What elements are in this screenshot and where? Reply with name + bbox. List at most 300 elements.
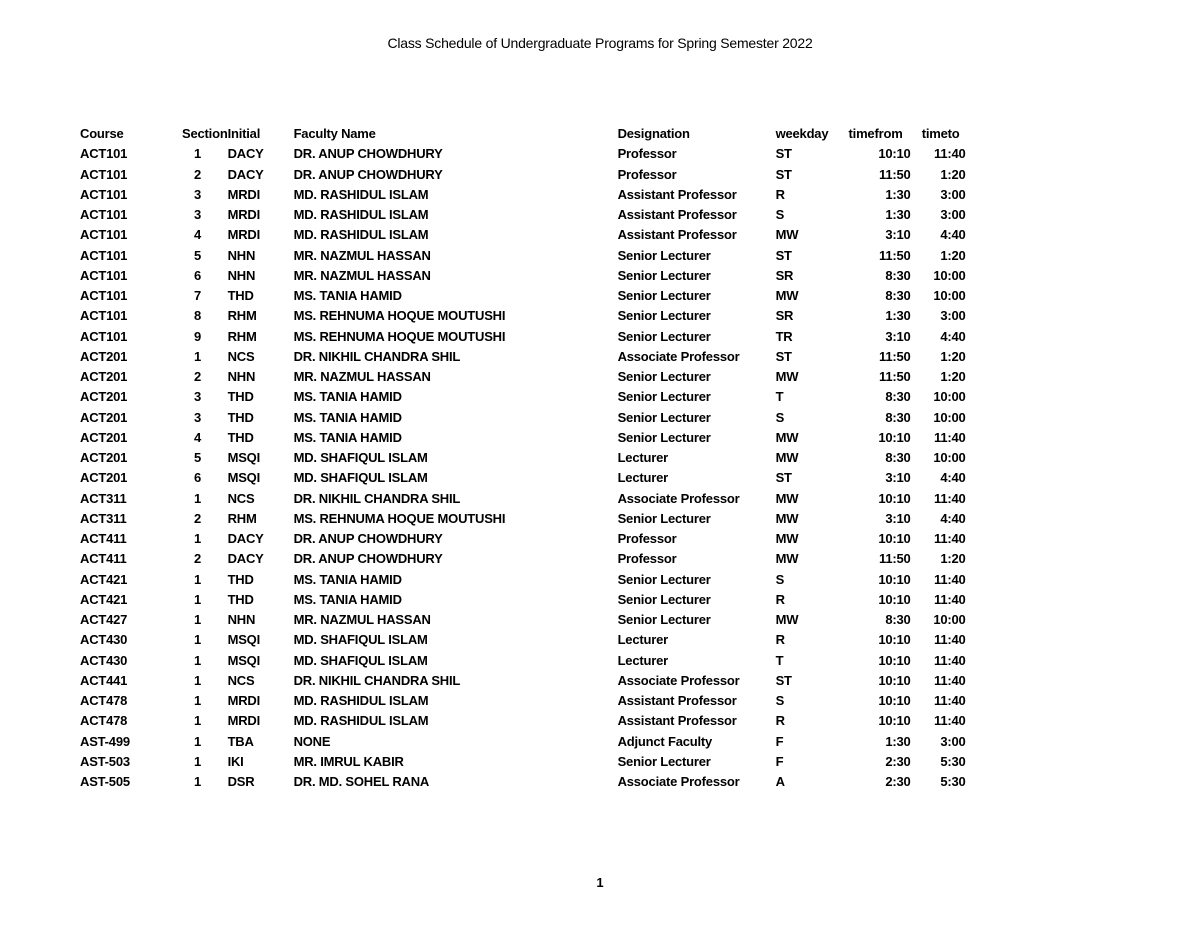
cell-weekday: F xyxy=(775,733,784,749)
cell-section-wrap xyxy=(171,468,228,488)
cell-designation: Assistant Professor xyxy=(617,207,737,222)
cell-designation: Senior Lecturer xyxy=(617,591,711,607)
cell-designation: Lecturer xyxy=(617,470,668,486)
cell-course: ACT478 xyxy=(80,693,128,708)
table-row xyxy=(80,509,966,529)
cell-timeto: 11:40 xyxy=(934,429,966,445)
cell-section-wrap xyxy=(171,165,228,185)
table-row xyxy=(80,772,966,792)
cell-course: ACT101 xyxy=(80,247,128,263)
cell-timeto: 3:00 xyxy=(940,207,966,222)
cell-timefrom: 3:10 xyxy=(885,328,911,344)
cell-section-wrap xyxy=(171,367,228,387)
cell-faculty-name: MD. SHAFIQUL ISLAM xyxy=(293,450,428,465)
cell-section-wrap xyxy=(171,732,228,752)
cell-designation: Associate Professor xyxy=(617,348,740,364)
cell-course: ACT421 xyxy=(80,571,128,587)
table-row xyxy=(80,752,966,772)
cell-course: ACT101 xyxy=(80,146,128,162)
cell-timeto: 11:40 xyxy=(934,713,966,729)
cell-timefrom: 10:10 xyxy=(878,713,911,729)
cell-designation: Senior Lecturer xyxy=(617,510,711,526)
column-header-section: Section xyxy=(182,126,228,141)
cell-section: 9 xyxy=(193,328,201,344)
cell-section: 4 xyxy=(193,429,201,445)
cell-course: ACT101 xyxy=(80,267,128,283)
cell-designation: Lecturer xyxy=(617,632,668,648)
cell-initial: DSR xyxy=(227,774,255,789)
cell-course: ACT201 xyxy=(80,369,128,384)
column-header-timeto: timeto xyxy=(921,126,960,141)
cell-timeto: 1:20 xyxy=(940,551,966,567)
cell-section-wrap xyxy=(171,610,228,630)
cell-faculty-name: MS. TANIA HAMID xyxy=(293,288,402,303)
cell-section-wrap xyxy=(171,306,228,326)
cell-course: AST-503 xyxy=(80,753,130,769)
schedule-table xyxy=(80,124,966,792)
cell-designation: Senior Lecturer xyxy=(617,328,711,344)
cell-course: ACT411 xyxy=(80,531,127,546)
cell-faculty-name: MD. RASHIDUL ISLAM xyxy=(293,227,429,243)
cell-weekday: MW xyxy=(775,490,799,506)
cell-designation: Lecturer xyxy=(617,450,668,465)
cell-course: ACT421 xyxy=(80,591,128,607)
cell-weekday: ST xyxy=(775,672,792,688)
cell-section-wrap xyxy=(171,205,228,225)
cell-timeto: 11:40 xyxy=(934,531,966,546)
table-row xyxy=(80,306,966,326)
cell-timeto: 4:40 xyxy=(940,227,966,243)
column-header-initial: Initial xyxy=(227,126,261,141)
cell-timefrom: 1:30 xyxy=(885,308,911,324)
cell-timeto: 11:40 xyxy=(934,571,966,587)
cell-timeto: 10:00 xyxy=(933,450,966,465)
table-row xyxy=(80,448,966,468)
cell-initial: NCS xyxy=(227,490,255,506)
cell-timeto: 4:40 xyxy=(940,510,966,526)
cell-section: 1 xyxy=(193,146,201,162)
cell-designation: Assistant Professor xyxy=(617,227,737,243)
cell-designation: Assistant Professor xyxy=(617,186,737,202)
cell-timefrom: 1:30 xyxy=(885,733,911,749)
cell-section: 5 xyxy=(193,247,201,263)
cell-timeto: 1:20 xyxy=(940,166,966,182)
cell-section-wrap xyxy=(171,529,228,549)
cell-section-wrap xyxy=(171,347,228,367)
cell-weekday: S xyxy=(775,693,785,708)
cell-section: 1 xyxy=(193,531,201,546)
table-row xyxy=(80,428,966,448)
cell-timeto: 5:30 xyxy=(940,753,966,769)
cell-initial: MSQI xyxy=(227,632,260,648)
cell-timefrom: 8:30 xyxy=(885,288,911,303)
cell-timefrom: 3:10 xyxy=(885,227,911,243)
cell-timefrom: 11:50 xyxy=(879,551,911,567)
cell-faculty-name: MS. TANIA HAMID xyxy=(293,591,402,607)
cell-initial: THD xyxy=(227,429,254,445)
cell-timeto: 5:30 xyxy=(940,774,966,789)
cell-course: ACT201 xyxy=(80,429,128,445)
cell-designation: Senior Lecturer xyxy=(617,389,711,405)
cell-faculty-name: MD. SHAFIQUL ISLAM xyxy=(293,470,428,486)
cell-initial: MSQI xyxy=(227,450,260,465)
table-row xyxy=(80,347,966,367)
cell-faculty-name: MS. TANIA HAMID xyxy=(293,429,402,445)
cell-initial: NHN xyxy=(227,247,256,263)
cell-timeto: 10:00 xyxy=(933,389,966,405)
cell-faculty-name: DR. ANUP CHOWDHURY xyxy=(293,166,443,182)
cell-designation: Assistant Professor xyxy=(617,713,737,729)
cell-timefrom: 11:50 xyxy=(879,247,911,263)
cell-designation: Professor xyxy=(617,531,677,546)
cell-timeto: 3:00 xyxy=(940,308,966,324)
cell-course: ACT201 xyxy=(80,450,128,465)
cell-faculty-name: DR. ANUP CHOWDHURY xyxy=(293,551,443,567)
cell-course: ACT311 xyxy=(80,490,127,506)
cell-timefrom: 3:10 xyxy=(885,510,911,526)
table-row xyxy=(80,630,966,650)
cell-timeto: 11:40 xyxy=(934,591,966,607)
cell-weekday: MW xyxy=(775,227,799,243)
cell-timefrom: 1:30 xyxy=(885,186,911,202)
cell-section-wrap xyxy=(171,590,228,610)
cell-initial: NHN xyxy=(227,267,256,283)
cell-initial: THD xyxy=(227,409,254,425)
cell-timefrom: 8:30 xyxy=(885,267,911,283)
cell-faculty-name: MD. SHAFIQUL ISLAM xyxy=(293,652,428,668)
cell-course: ACT478 xyxy=(80,713,128,729)
cell-initial: THD xyxy=(227,571,254,587)
cell-faculty-name: DR. MD. SOHEL RANA xyxy=(293,774,430,789)
cell-weekday: TR xyxy=(775,328,793,344)
table-row xyxy=(80,387,966,407)
cell-section: 2 xyxy=(193,369,201,384)
cell-timeto: 4:40 xyxy=(940,470,966,486)
cell-faculty-name: DR. NIKHIL CHANDRA SHIL xyxy=(293,672,461,688)
table-row xyxy=(80,246,966,266)
cell-section: 1 xyxy=(193,652,201,668)
table-row xyxy=(80,185,966,205)
cell-course: ACT101 xyxy=(80,227,128,243)
table-row xyxy=(80,327,966,347)
cell-section-wrap xyxy=(171,691,228,711)
cell-initial: MSQI xyxy=(227,470,260,486)
cell-initial: DACY xyxy=(227,531,264,546)
cell-course: ACT201 xyxy=(80,348,128,364)
cell-faculty-name: MD. RASHIDUL ISLAM xyxy=(293,207,429,222)
cell-course: ACT430 xyxy=(80,652,128,668)
cell-course: AST-499 xyxy=(80,733,130,749)
cell-section-wrap xyxy=(171,327,228,347)
cell-course: ACT311 xyxy=(80,510,127,526)
cell-weekday: F xyxy=(775,753,784,769)
table-row xyxy=(80,651,966,671)
cell-section: 6 xyxy=(193,470,201,486)
cell-section: 1 xyxy=(193,490,201,506)
column-header-timefrom: timefrom xyxy=(848,126,903,141)
cell-section-wrap xyxy=(171,266,228,286)
cell-faculty-name: DR. NIKHIL CHANDRA SHIL xyxy=(293,490,461,506)
cell-designation: Senior Lecturer xyxy=(617,288,711,303)
cell-timefrom: 8:30 xyxy=(885,450,911,465)
cell-section-wrap xyxy=(171,772,228,792)
cell-section: 4 xyxy=(193,227,201,243)
cell-section: 2 xyxy=(193,510,201,526)
cell-designation: Senior Lecturer xyxy=(617,429,711,445)
cell-designation: Professor xyxy=(617,551,677,567)
cell-section-wrap xyxy=(171,752,228,772)
cell-section-wrap xyxy=(171,225,228,245)
cell-course: ACT101 xyxy=(80,308,128,324)
table-row xyxy=(80,144,966,164)
cell-designation: Adjunct Faculty xyxy=(617,733,713,749)
cell-timeto: 11:40 xyxy=(934,146,966,162)
cell-course: ACT101 xyxy=(80,166,128,182)
cell-timeto: 1:20 xyxy=(940,247,966,263)
cell-designation: Senior Lecturer xyxy=(617,571,711,587)
cell-timeto: 11:40 xyxy=(934,652,966,668)
cell-timeto: 11:40 xyxy=(934,672,966,688)
cell-initial: THD xyxy=(227,288,254,303)
cell-initial: MRDI xyxy=(227,713,260,729)
cell-weekday: MW xyxy=(775,288,799,303)
cell-section: 5 xyxy=(193,450,201,465)
table-row xyxy=(80,590,966,610)
cell-faculty-name: MR. NAZMUL HASSAN xyxy=(293,369,431,384)
cell-weekday: MW xyxy=(775,531,799,546)
table-row xyxy=(80,468,966,488)
cell-faculty-name: NONE xyxy=(293,733,331,749)
cell-timefrom: 1:30 xyxy=(885,207,911,222)
cell-section: 1 xyxy=(193,591,201,607)
cell-weekday: S xyxy=(775,409,785,425)
header-row xyxy=(80,124,966,144)
cell-timefrom: 11:50 xyxy=(879,348,911,364)
cell-designation: Associate Professor xyxy=(617,774,740,789)
cell-initial: NHN xyxy=(227,612,256,627)
cell-section-wrap xyxy=(171,428,228,448)
cell-timefrom: 10:10 xyxy=(878,672,911,688)
cell-timeto: 11:40 xyxy=(934,693,966,708)
cell-section-wrap xyxy=(171,408,228,428)
cell-weekday: ST xyxy=(775,348,792,364)
cell-designation: Senior Lecturer xyxy=(617,247,711,263)
cell-section-wrap xyxy=(171,651,228,671)
cell-weekday: S xyxy=(775,571,785,587)
cell-initial: TBA xyxy=(227,733,254,749)
cell-initial: NHN xyxy=(227,369,256,384)
cell-faculty-name: MR. NAZMUL HASSAN xyxy=(293,612,431,627)
cell-designation: Assistant Professor xyxy=(617,693,737,708)
cell-weekday: R xyxy=(775,591,785,607)
cell-section-wrap xyxy=(171,711,228,731)
cell-timefrom: 10:10 xyxy=(878,146,911,162)
cell-initial: DACY xyxy=(227,166,264,182)
cell-faculty-name: DR. ANUP CHOWDHURY xyxy=(293,531,443,546)
cell-section: 3 xyxy=(193,186,201,202)
cell-section: 1 xyxy=(193,733,201,749)
cell-course: ACT201 xyxy=(80,409,128,425)
cell-initial: MRDI xyxy=(227,693,260,708)
cell-initial: RHM xyxy=(227,308,257,324)
table-row xyxy=(80,570,966,590)
cell-timefrom: 10:10 xyxy=(878,652,911,668)
cell-timefrom: 2:30 xyxy=(885,753,911,769)
cell-initial: IKI xyxy=(227,753,244,769)
cell-course: ACT101 xyxy=(80,207,128,222)
table-row xyxy=(80,529,966,549)
cell-weekday: ST xyxy=(775,470,792,486)
column-header-weekday: weekday xyxy=(775,126,829,141)
cell-weekday: ST xyxy=(775,166,792,182)
cell-weekday: ST xyxy=(775,247,792,263)
cell-section-wrap xyxy=(171,671,228,691)
cell-weekday: MW xyxy=(775,510,799,526)
cell-faculty-name: MR. NAZMUL HASSAN xyxy=(293,247,431,263)
cell-timefrom: 10:10 xyxy=(878,429,911,445)
cell-faculty-name: MD. RASHIDUL ISLAM xyxy=(293,186,429,202)
table-row xyxy=(80,489,966,509)
cell-weekday: SR xyxy=(775,267,794,283)
cell-timefrom: 8:30 xyxy=(885,612,911,627)
cell-weekday: T xyxy=(775,389,784,405)
table-row xyxy=(80,408,966,428)
cell-timeto: 10:00 xyxy=(933,288,966,303)
cell-faculty-name: MS. TANIA HAMID xyxy=(293,409,402,425)
cell-weekday: R xyxy=(775,186,785,202)
cell-section: 1 xyxy=(193,774,201,789)
cell-designation: Lecturer xyxy=(617,652,668,668)
cell-initial: MRDI xyxy=(227,207,260,222)
cell-initial: RHM xyxy=(227,328,257,344)
cell-designation: Senior Lecturer xyxy=(617,267,711,283)
cell-weekday: MW xyxy=(775,551,799,567)
cell-section-wrap xyxy=(171,549,228,569)
table-row xyxy=(80,549,966,569)
table-row xyxy=(80,610,966,630)
cell-section: 3 xyxy=(193,389,201,405)
cell-weekday: SR xyxy=(775,308,794,324)
cell-designation: Associate Professor xyxy=(617,490,740,506)
schedule-body xyxy=(80,144,966,792)
cell-initial: DACY xyxy=(227,551,264,567)
cell-section-wrap xyxy=(171,570,228,590)
cell-designation: Senior Lecturer xyxy=(617,308,711,324)
cell-timefrom: 11:50 xyxy=(879,369,911,384)
cell-faculty-name: MR. NAZMUL HASSAN xyxy=(293,267,431,283)
cell-faculty-name: DR. NIKHIL CHANDRA SHIL xyxy=(293,348,461,364)
cell-timeto: 3:00 xyxy=(940,733,966,749)
cell-designation: Professor xyxy=(617,166,677,182)
cell-timeto: 3:00 xyxy=(940,186,966,202)
cell-timefrom: 10:10 xyxy=(878,490,911,506)
cell-timefrom: 8:30 xyxy=(885,409,911,425)
cell-initial: DACY xyxy=(227,146,264,162)
cell-weekday: MW xyxy=(775,429,799,445)
cell-section: 1 xyxy=(193,753,201,769)
cell-section: 1 xyxy=(193,612,201,627)
cell-section-wrap xyxy=(171,185,228,205)
cell-timefrom: 10:10 xyxy=(878,571,911,587)
column-header-designation: Designation xyxy=(617,126,690,141)
cell-initial: MRDI xyxy=(227,186,260,202)
cell-weekday: R xyxy=(775,713,785,729)
cell-section: 1 xyxy=(193,693,201,708)
cell-timefrom: 3:10 xyxy=(885,470,911,486)
cell-course: ACT201 xyxy=(80,389,128,405)
cell-timefrom: 11:50 xyxy=(879,166,911,182)
cell-section: 1 xyxy=(193,713,201,729)
cell-course: ACT201 xyxy=(80,470,128,486)
cell-timeto: 11:40 xyxy=(934,632,966,648)
cell-weekday: T xyxy=(775,652,784,668)
cell-section: 6 xyxy=(193,267,201,283)
cell-timeto: 10:00 xyxy=(933,267,966,283)
cell-timefrom: 10:10 xyxy=(878,531,911,546)
table-row xyxy=(80,205,966,225)
cell-weekday: R xyxy=(775,632,785,648)
cell-timeto: 1:20 xyxy=(940,369,966,384)
cell-timefrom: 10:10 xyxy=(878,591,911,607)
cell-section: 1 xyxy=(193,348,201,364)
cell-initial: NCS xyxy=(227,672,255,688)
cell-section-wrap xyxy=(171,448,228,468)
table-row xyxy=(80,165,966,185)
cell-faculty-name: MS. TANIA HAMID xyxy=(293,389,402,405)
cell-timefrom: 10:10 xyxy=(878,632,911,648)
table-row xyxy=(80,367,966,387)
cell-weekday: MW xyxy=(775,450,799,465)
cell-timefrom: 8:30 xyxy=(885,389,911,405)
cell-designation: Senior Lecturer xyxy=(617,369,711,384)
cell-section: 8 xyxy=(193,308,201,324)
cell-timeto: 10:00 xyxy=(933,409,966,425)
cell-section: 1 xyxy=(193,672,201,688)
page-number: 1 xyxy=(596,875,604,890)
cell-initial: THD xyxy=(227,591,254,607)
cell-initial: THD xyxy=(227,389,254,405)
cell-weekday: S xyxy=(775,207,785,222)
cell-designation: Senior Lecturer xyxy=(617,753,711,769)
cell-section-wrap xyxy=(171,246,228,266)
cell-faculty-name: MS. REHNUMA HOQUE MOUTUSHI xyxy=(293,328,506,344)
cell-faculty-name: MD. RASHIDUL ISLAM xyxy=(293,713,429,729)
cell-faculty-name: MR. IMRUL KABIR xyxy=(293,753,404,769)
cell-initial: RHM xyxy=(227,510,257,526)
cell-weekday: ST xyxy=(775,146,792,162)
cell-course: ACT101 xyxy=(80,288,128,303)
table-row xyxy=(80,225,966,245)
cell-section: 1 xyxy=(193,571,201,587)
cell-section: 2 xyxy=(193,551,201,567)
cell-section: 7 xyxy=(193,288,201,303)
cell-initial: MRDI xyxy=(227,227,260,243)
cell-section-wrap xyxy=(171,630,228,650)
cell-section: 3 xyxy=(193,207,201,222)
cell-section-wrap xyxy=(171,144,228,164)
cell-section-wrap xyxy=(171,489,228,509)
cell-faculty-name: DR. ANUP CHOWDHURY xyxy=(293,146,443,162)
cell-designation: Professor xyxy=(617,146,677,162)
page-title: Class Schedule of Undergraduate Programs for Spring Semester 2022 xyxy=(387,35,813,51)
table-row xyxy=(80,691,966,711)
cell-designation: Senior Lecturer xyxy=(617,409,711,425)
cell-section: 1 xyxy=(193,632,201,648)
cell-faculty-name: MS. TANIA HAMID xyxy=(293,571,402,587)
column-header-course: Course xyxy=(80,126,124,141)
cell-section-wrap xyxy=(171,387,228,407)
cell-timefrom: 2:30 xyxy=(885,774,911,789)
